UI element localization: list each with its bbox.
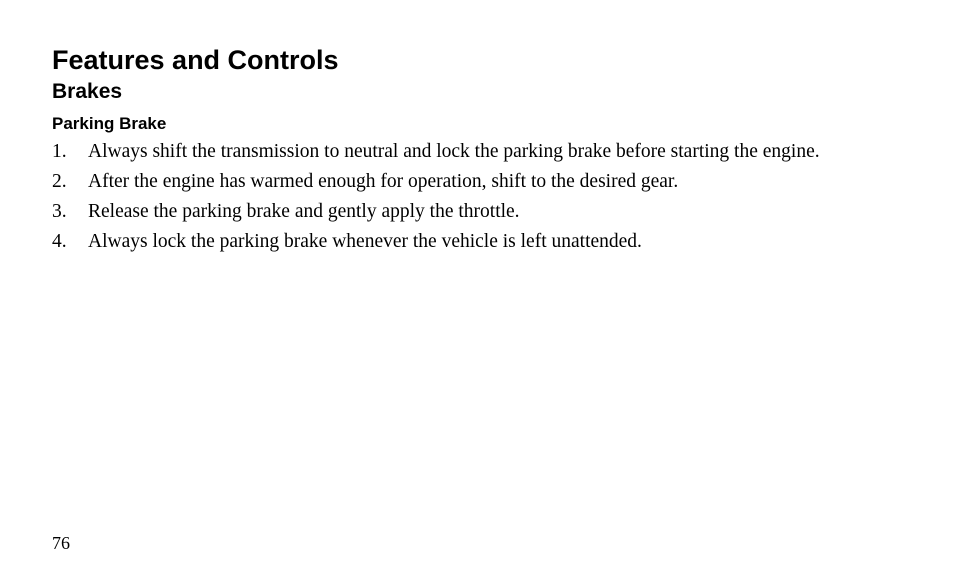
list-item — [52, 202, 912, 222]
step-number: 3. — [52, 201, 67, 222]
step-list — [52, 142, 912, 262]
list-item — [52, 172, 912, 192]
subsection-title: Brakes — [52, 80, 123, 103]
page-number: 76 — [52, 533, 70, 553]
section-title: Features and Controls — [52, 45, 339, 75]
step-number: 4. — [52, 231, 67, 252]
step-text: Always shift the transmission to neutral and lock the parking brake before starting the engine. — [88, 141, 820, 162]
step-text: Always lock the parking brake whenever the vehicle is left unattended. — [88, 231, 642, 252]
step-text: Release the parking brake and gently apply the throttle. — [88, 201, 520, 222]
step-number: 1. — [52, 141, 67, 162]
step-text: After the engine has warmed enough for operation, shift to the desired gear. — [88, 171, 679, 192]
list-item — [52, 142, 912, 162]
topic-title: Parking Brake — [52, 114, 167, 133]
manual-page — [52, 0, 912, 588]
step-number: 2. — [52, 171, 67, 192]
list-item — [52, 232, 912, 252]
